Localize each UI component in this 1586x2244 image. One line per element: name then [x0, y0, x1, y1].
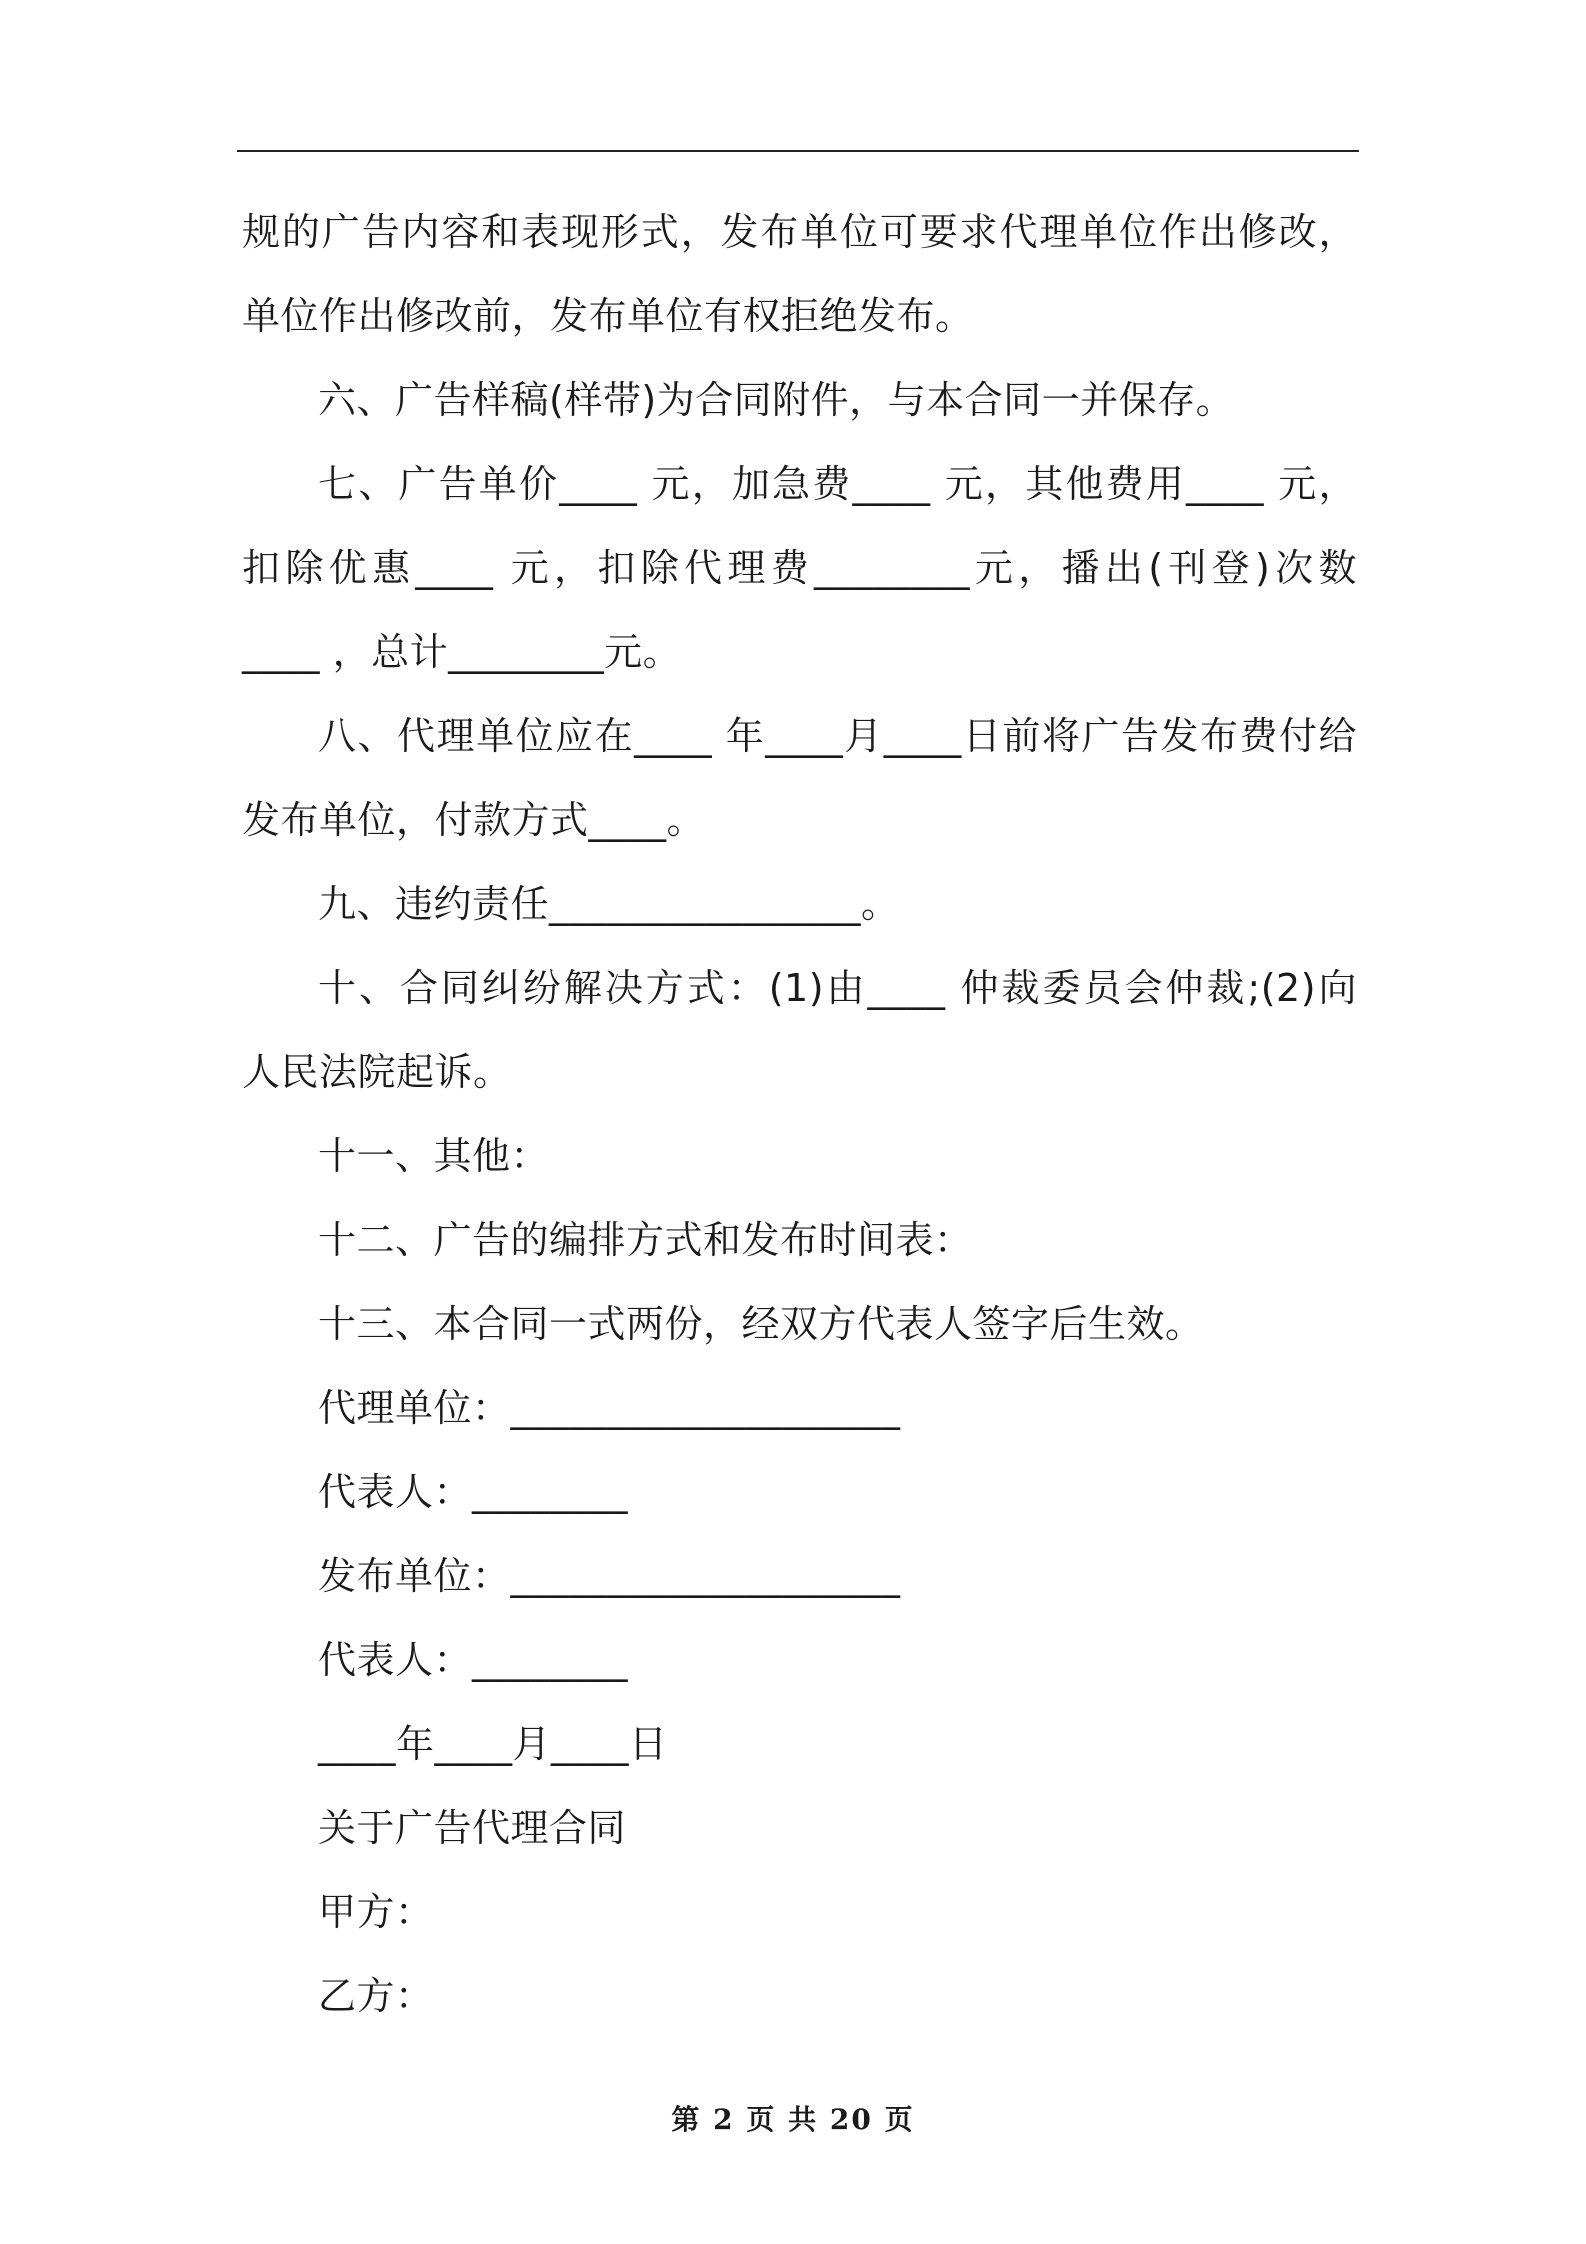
text-line-2: 单位作出修改前，发布单位有权拒绝发布。: [242, 294, 974, 338]
page-number: 第 2 页 共 20 页: [671, 2103, 915, 2136]
document-body: [242, 190, 1357, 2038]
clause-10-line-2: 人民法院起诉。: [242, 1050, 512, 1094]
party-a: 甲方：: [318, 1890, 434, 1934]
signature-publisher-representative: 代表人：________: [318, 1638, 629, 1682]
clause-8-line-1: 八、代理单位应在____ 年____月____日前将广告发布费付给: [318, 714, 1357, 758]
header-rule: [237, 150, 1359, 152]
clause-11: 十一、其他：: [318, 1134, 550, 1178]
clause-9: 九、违约责任________________。: [318, 882, 900, 926]
clause-12: 十二、广告的编排方式和发布时间表：: [318, 1218, 973, 1262]
signature-agent-unit: 代理单位：____________________: [318, 1386, 901, 1430]
party-b: 乙方：: [318, 1974, 434, 2018]
clause-8-line-2: 发布单位，付款方式____。: [242, 798, 706, 842]
clause-13: 十三、本合同一式两份，经双方代表人签字后生效。: [318, 1302, 1204, 1346]
signature-agent-representative: 代表人：________: [318, 1470, 629, 1514]
text-line-1: 规的广告内容和表现形式，发布单位可要求代理单位作出修改，: [242, 210, 1357, 254]
clause-7-line-1: 七、广告单价____ 元，加急费____ 元，其他费用____ 元，: [318, 462, 1357, 506]
signature-publisher-unit: 发布单位：____________________: [318, 1554, 901, 1598]
clause-7-line-3: ____ ，总计________元。: [242, 630, 682, 674]
signature-date: ____年____月____日: [318, 1722, 668, 1766]
next-contract-title: 关于广告代理合同: [318, 1806, 627, 1850]
clause-10-line-1: 十、合同纠纷解决方式：(1)由____ 仲裁委员会仲裁;(2)向: [318, 966, 1357, 1010]
clause-6: 六、广告样稿(样带)为合同附件，与本合同一并保存。: [318, 378, 1235, 422]
clause-7-line-2: 扣除优惠____ 元，扣除代理费________元，播出(刊登)次数: [242, 546, 1357, 590]
